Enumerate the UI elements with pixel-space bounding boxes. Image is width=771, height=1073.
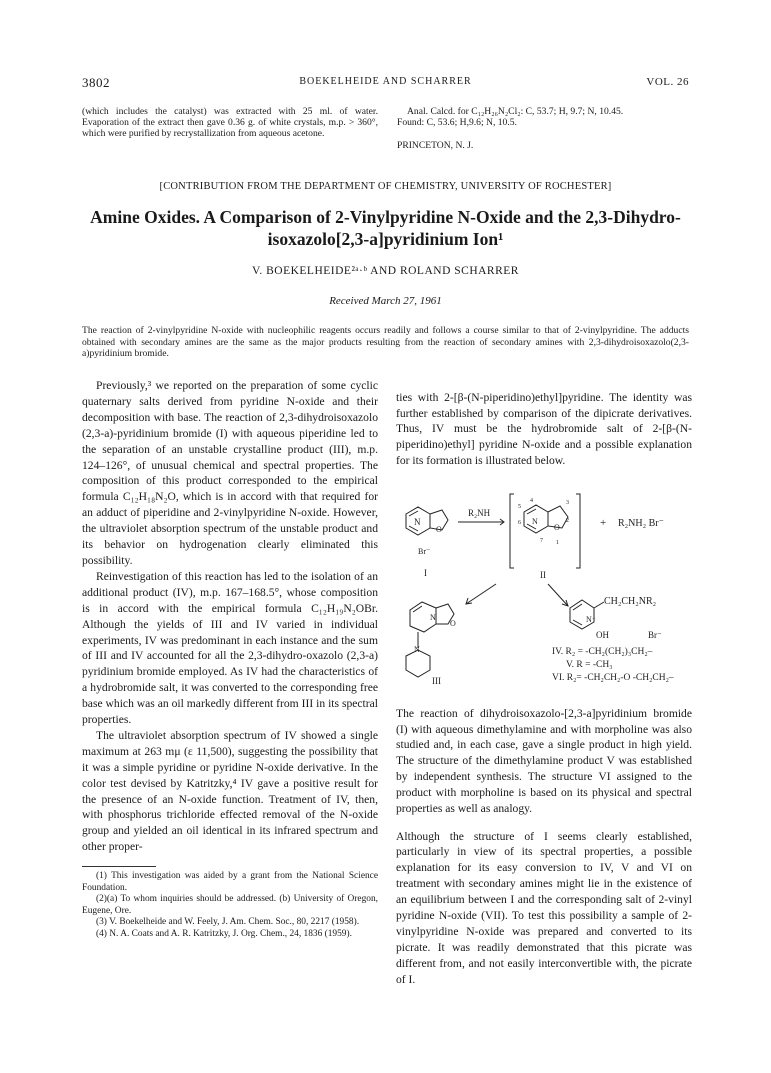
body-paragraph: Reinvestigation of this reaction has led to the isolation of an additional product (IV), m.p. 167–168.5°, whose composition is in accord with the empirical formula C₁₂H₁₉N₂OBr. Although the yields of III and IV varied in individual experiments, IV was predominant in each instance and the sum of III and IV accounted for all the 2,3-dihydro-oxazolo (2,3-a) pyridinium bromide employed. As IV had the characteristics of a hydrobromide salt, it was converted to the corresponding free base which was an oil markedly different from III in its spectral properties. (82, 569, 378, 727)
footnote: (2)(a) To whom inquiries should be addressed. (b) University of Oregon, Eugene, Ore. (82, 894, 378, 916)
ring-number: 7 (540, 538, 543, 544)
compound-iii-o-label: O (450, 619, 456, 628)
compound-iv-side-chain-bond (594, 602, 604, 608)
compound-i-n-label: N (414, 517, 421, 527)
bromide-label: Br⁻ (418, 547, 431, 556)
reaction-arrow-2 (548, 584, 568, 606)
ring-number: 6 (518, 520, 521, 526)
body-right-column-bottom (396, 694, 692, 999)
compound-label-ii: II (540, 570, 546, 580)
plus-sign: + (600, 517, 607, 529)
compound-ii-n-label: N (532, 517, 538, 526)
compound-label-iii: III (432, 676, 441, 686)
reagent-label: R₂NH (468, 508, 491, 518)
compound-iv-n-label: N⁺ (586, 615, 596, 624)
page-number: 3802 (82, 75, 110, 90)
title-line-2: isoxazolo[2,3-a]pyridinium Ion¹ (267, 229, 504, 249)
ring-number: 1 (556, 540, 559, 546)
footnotes (82, 871, 378, 941)
analysis-calcd: Anal. Calcd. for C₁₂H₂₆N₂Cl₂: C, 53.7; H, 9.7; N, 10.45. (407, 106, 624, 117)
footnote-rule (82, 866, 156, 867)
bromide-label-2: Br⁻ (648, 630, 662, 640)
article-title (82, 206, 689, 250)
prior-article-analysis (397, 106, 697, 152)
ring-number: 2 (566, 518, 569, 524)
compound-iii-n-label: N (430, 613, 436, 622)
running-title: BOEKELHEIDE AND SCHARRER (299, 76, 472, 87)
received-date: Received March 27, 1961 (329, 295, 442, 307)
body-paragraph: Although the structure of I seems clearly established, particularly in view of its spectral properties, a possible explanation for its easy conversion to IV, V and VI on treatment with secondary amines might lie in the existence of an equilibrium between I and the corresponding salt of 2-vinyl pyridine N-oxide (VII). To test this possibility a sample of 2-vinylpyridine N-oxide was prepared and converted to its picrate. It was readily demonstrated that this picrate was different from, and not easily interconvertible with, the picrate of I. (396, 829, 692, 986)
definition-v: V. R = -CH₃ (566, 660, 613, 670)
ring-number: 5 (518, 504, 521, 510)
volume-label: VOL. 26 (646, 76, 689, 88)
title-line-1: Amine Oxides. A Comparison of 2-Vinylpyridine N-Oxide and the 2,3-Dihydro- (90, 207, 681, 227)
body-paragraph: ties with 2-[β-(N-piperidino)ethyl]pyridine. The identity was further established by comparison of the dipicrate derivatives. Thus, IV must be the hydrobromide salt of 2-[β-(N-piperidino)ethyl] pyridine N-oxide and a possible explanation for its formation is illustrated below. (396, 390, 692, 468)
body-left-column (82, 378, 378, 855)
body-paragraph: The reaction of dihydroisoxazolo-[2,3-a]pyridinium bromide (I) with aqueous dimethylamine and with morpholine was also studied and, in each case, gave a single product in high yield. The structure of the dimethylamine product V was established by independent synthesis. The structure VI assigned to the product with morpholine is based on its physical and spectral properties as well as analogy. (396, 706, 692, 816)
abstract: The reaction of 2-vinylpyridine N-oxide with nucleophilic reagents occurs readily and follows a course similar to that of 2-vinylpyridine. The adducts obtained with secondary amines are the same as the major products resulting from the reaction of secondary amines with 2,3-dihydroisoxazolo(2,3-a)pyridinium bromide. (82, 325, 689, 359)
bracket-left (510, 494, 514, 568)
prior-article-experimental: (which includes the catalyst) was extracted with 25 ml. of water. Evaporation of the extract then gave 0.36 g. of white crystals, m.p. > 360°, which were purified by recrystallization from aqueous acetone. (82, 106, 378, 140)
footnote: (4) N. A. Coats and A. R. Katritzky, J. Org. Chem., 24, 1836 (1959). (96, 928, 352, 939)
compound-i-o-label: O (436, 525, 442, 534)
prior-article-location: PRINCETON, N. J. (397, 140, 474, 152)
compound-ii-o-label: O (554, 523, 560, 532)
reaction-arrow-3 (466, 584, 496, 604)
authors: V. BOEKELHEIDE²ᵃ·ᵇ AND ROLAND SCHARRER (252, 265, 519, 277)
compound-iii-n2-label: N (414, 645, 420, 654)
compound-label-i: I (424, 568, 427, 578)
footnote: (3) V. Boekelheide and W. Feely, J. Am. Chem. Soc., 80, 2217 (1958). (96, 917, 360, 928)
byproduct-label: R₂NH₂ Br⁻ (618, 518, 664, 529)
compound-iii-piperidine-ring (406, 650, 430, 677)
analysis-found: Found: C, 53.6; H,9.6; N, 10.5. (397, 117, 517, 129)
footnote: (1) This investigation was aided by a grant from the National Science Foundation. (82, 871, 378, 893)
body-paragraph: Previously,³ we reported on the preparation of some cyclic quaternary salts derived from pyridine N-oxide and their decomposition with base. The reaction of 2,3-dihydroisoxazolo (2,3-a)-pyridinium bromide (I) with aqueous piperidine led to the separation of an unstable crystalline product (III), m.p. 124–126°, of unusual chemical and spectral properties. The composition of this product corresponded to the empirical formula C₁₂H₁₈N₂O, which is in accord with that required for an adduct of piperidine and 2-vinylpyridine N-oxide. However, the ultraviolet absorption spectrum of the unstable product and its behavior on hydrogenation clearly eliminated this possibility. (82, 379, 378, 567)
body-paragraph: The ultraviolet absorption spectrum of IV showed a single maximum at 263 mμ (ε 11,500), suggesting the possibility that it was a simple pyridine or pyridine N-oxide derivative. In the color test devised by Katritzky,⁴ IV gave a positive result for the presence of an N-oxide function. Treatment of IV, then, with phosphorus trichloride effected removal of the N-oxide group and yielded an oil identical in its infrared spectrum and other proper- (82, 728, 378, 854)
ring-number: 3 (566, 500, 569, 506)
hydroxy-label: OH (596, 630, 609, 640)
side-chain-label: CH₂CH₂NR₂ (604, 596, 657, 607)
definition-iv: IV. R₂ = -CH₂(CH₂)₃CH₂– (552, 647, 653, 657)
reaction-scheme (396, 472, 696, 687)
bracket-right (576, 494, 580, 568)
contribution-line: [CONTRIBUTION FROM THE DEPARTMENT OF CHEMISTRY, UNIVERSITY OF ROCHESTER] (159, 181, 612, 192)
ring-number: 4 (530, 498, 533, 504)
definition-vi: VI. R₂= -CH₂CH₂-O -CH₂CH₂– (552, 673, 674, 683)
body-right-column-top (396, 378, 692, 481)
